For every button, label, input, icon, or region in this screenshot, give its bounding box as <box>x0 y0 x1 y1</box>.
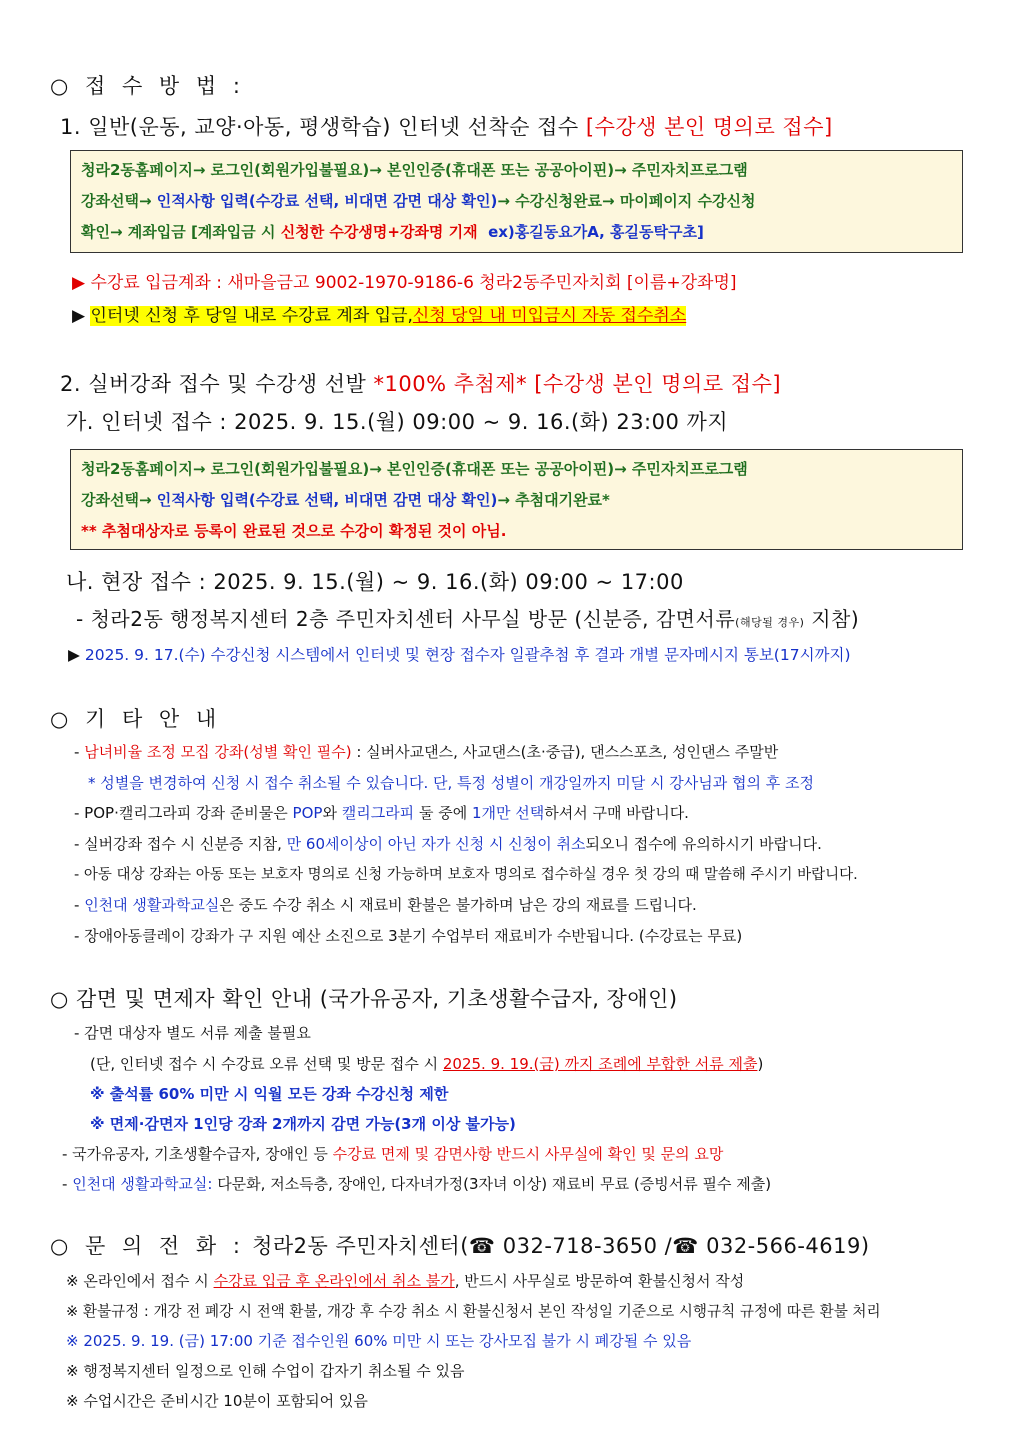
section-title-other-info: ○ 기 타 안 내 <box>50 707 222 731</box>
refund-rule-note: ※ 환불규정 : 개강 전 폐강 시 전액 환불, 개강 후 수강 취소 시 환불신청서 본인 작성일 기준으로 시행규칙 규정에 따른 환불 처리 <box>66 1303 881 1320</box>
section-title-application-method: ○ 접 수 방 법 : <box>50 74 245 98</box>
pop-supplies-item: - POP·캘리그라피 강좌 준비물은 POP와 캘리그라피 둘 중에 1개만 선택하셔서 구매 바랍니다. <box>74 804 689 822</box>
auto-cancel-text: 신청 당일 내 미입금시 자동 접수취소 <box>412 306 687 326</box>
same-day-payment-text: 인터넷 신청 후 당일 내로 수강료 계좌 입금, <box>90 306 413 326</box>
online-cancel-note: ※ 온라인에서 접수 시 수강료 입금 후 온라인에서 취소 불가, 반드시 사무실로 방문하여 환불신청서 작성 <box>66 1272 745 1290</box>
general-application-heading <box>60 111 833 141</box>
onsite-application-period: 나. 현장 접수 : 2025. 9. 15.(월) ~ 9. 16.(화) 09:00 ~ 17:00 <box>66 570 684 594</box>
silver-procedure-box <box>70 449 963 550</box>
silver-id-item: - 실버강좌 접수 시 신분증 지참, 만 60세이상이 아닌 자가 신청 시 신청이 취소되오니 접수에 유의하시기 바랍니다. <box>74 835 822 853</box>
lottery-label: *100% 추첨제* <box>373 372 528 396</box>
section-title-contact: ○ 문 의 전 화 : 청라2동 주민자치센터(☎ 032-718-3650 /☎ 032-566-4619) <box>50 1234 870 1258</box>
class-closure-note: ※ 2025. 9. 19. (금) 17:00 기준 접수인원 60% 미만 시 또는 강사모집 불가 시 폐강될 수 있음 <box>66 1332 692 1350</box>
procedure-row: ** 추첨대상자로 등록이 완료된 것으로 수강이 확정된 것이 아님. <box>81 522 507 540</box>
attendance-note: ※ 출석률 60% 미만 시 익월 모든 강좌 수강신청 제한 <box>90 1085 449 1103</box>
procedure-row: 확인→ 계좌입금 [계좌입금 시 신청한 수강생명+강좌명 기재 ex)홍길동요가A, 홍길동탁구초] <box>81 223 704 241</box>
gender-change-note: * 성별을 변경하여 신청 시 접수 취소될 수 있습니다. 단, 특정 성별이 개강일까지 미달 시 강사님과 협의 후 조정 <box>88 774 814 792</box>
no-documents-item: - 감면 대상자 별도 서류 제출 불필요 <box>74 1024 311 1042</box>
own-name-note: [수강생 본인 명의로 접수] <box>534 372 782 396</box>
section-title-exemption: ○ 감면 및 면제자 확인 안내 (국가유공자, 기초생활수급자, 장애인) <box>50 987 678 1011</box>
clay-course-item: - 장애아동클레이 강좌가 구 지원 예산 소진으로 3분기 수업부터 재료비가 수반됩니다. (수강료는 무료) <box>74 927 743 945</box>
documents-deadline-item: (단, 인터넷 접수 시 수강료 오류 선택 및 방문 접수 시 2025. 9. 19.(금) 까지 조례에 부합한 서류 제출) <box>90 1055 764 1073</box>
same-day-payment-notice <box>72 301 686 326</box>
arrow-bullet: ▶ <box>68 646 80 664</box>
procedure-row: 강좌선택→ 인적사항 입력(수강료 선택, 비대면 감면 대상 확인)→ 추첨대기완료* <box>81 491 610 509</box>
onsite-visit-info: - 청라2동 행정복지센터 2층 주민자치센터 사무실 방문 (신분증, 감면서류(해당될 경우) 지참) <box>76 607 860 631</box>
arrow-bullet: ▶ <box>72 306 86 326</box>
science-class-free-item: - 인천대 생활과학교실: 다문화, 저소득층, 장애인, 다자녀가정(3자녀 이상) 재료비 무료 (증빙서류 필수 제출) <box>62 1175 772 1193</box>
lottery-result-notice: ▶ 2025. 9. 17.(수) 수강신청 시스템에서 인터넷 및 현장 접수자 일괄추첨 후 결과 개별 문자메시지 통보(17시까지) <box>68 646 851 664</box>
science-class-refund-item: - 인천대 생활과학교실은 중도 수강 취소 시 재료비 환불은 불가하며 남은 강의 재료를 드립니다. <box>74 896 697 914</box>
procedure-row: 강좌선택→ 인적사항 입력(수강료 선택, 비대면 감면 대상 확인)→ 수강신청완료→ 마이페이지 수강신청 <box>81 192 756 210</box>
online-application-period: 가. 인터넷 접수 : 2025. 9. 15.(월) 09:00 ~ 9. 16.(화) 23:00 까지 <box>66 410 729 434</box>
exemption-inquiry-item: - 국가유공자, 기초생활수급자, 장애인 등 수강료 면제 및 감면사항 반드시 사무실에 확인 및 문의 요망 <box>62 1145 724 1163</box>
prep-time-note: ※ 수업시간은 준비시간 10분이 포함되어 있음 <box>66 1392 368 1410</box>
contact-phone-numbers: 청라2동 주민자치센터(☎ 032-718-3650 /☎ 032-566-4619) <box>252 1234 870 1258</box>
general-procedure-box <box>70 150 963 253</box>
payment-account: ▶ 수강료 입금계좌 : 새마을금고 9002-1970-9186-6 청라2동주민자치회 [이름+강좌명] <box>72 273 737 293</box>
exemption-limit-note: ※ 면제·감면자 1인당 강좌 2개까지 감면 가능(3개 이상 불가능) <box>90 1115 516 1133</box>
child-course-item: - 아동 대상 강좌는 아동 또는 보호자 명의로 신청 가능하며 보호자 명의로 접수하실 경우 첫 강의 때 말씀해 주시기 바랍니다. <box>74 867 858 883</box>
procedure-row: 청라2동홈페이지→ 로그인(회원가입불필요)→ 본인인증(휴대폰 또는 공공아이핀)→ 주민자치프로그램 <box>81 161 748 179</box>
own-name-note: [수강생 본인 명의로 접수] <box>585 115 833 139</box>
general-application-label: 1. 일반(운동, 교양·아동, 평생학습) 인터넷 선착순 접수 <box>60 115 579 139</box>
schedule-cancel-note: ※ 행정복지센터 일정으로 인해 수업이 갑자기 취소될 수 있음 <box>66 1362 465 1380</box>
silver-course-heading: 2. 실버강좌 접수 및 수강생 선발 *100% 추첨제* [수강생 본인 명의로 접수] <box>60 372 782 396</box>
gender-ratio-item: - 남녀비율 조정 모집 강좌(성별 확인 필수) : 실버사교댄스, 사교댄스(초·중급), 댄스스포츠, 성인댄스 주말반 <box>74 743 779 761</box>
procedure-row: 청라2동홈페이지→ 로그인(회원가입불필요)→ 본인인증(휴대폰 또는 공공아이핀)→ 주민자치프로그램 <box>81 460 748 478</box>
